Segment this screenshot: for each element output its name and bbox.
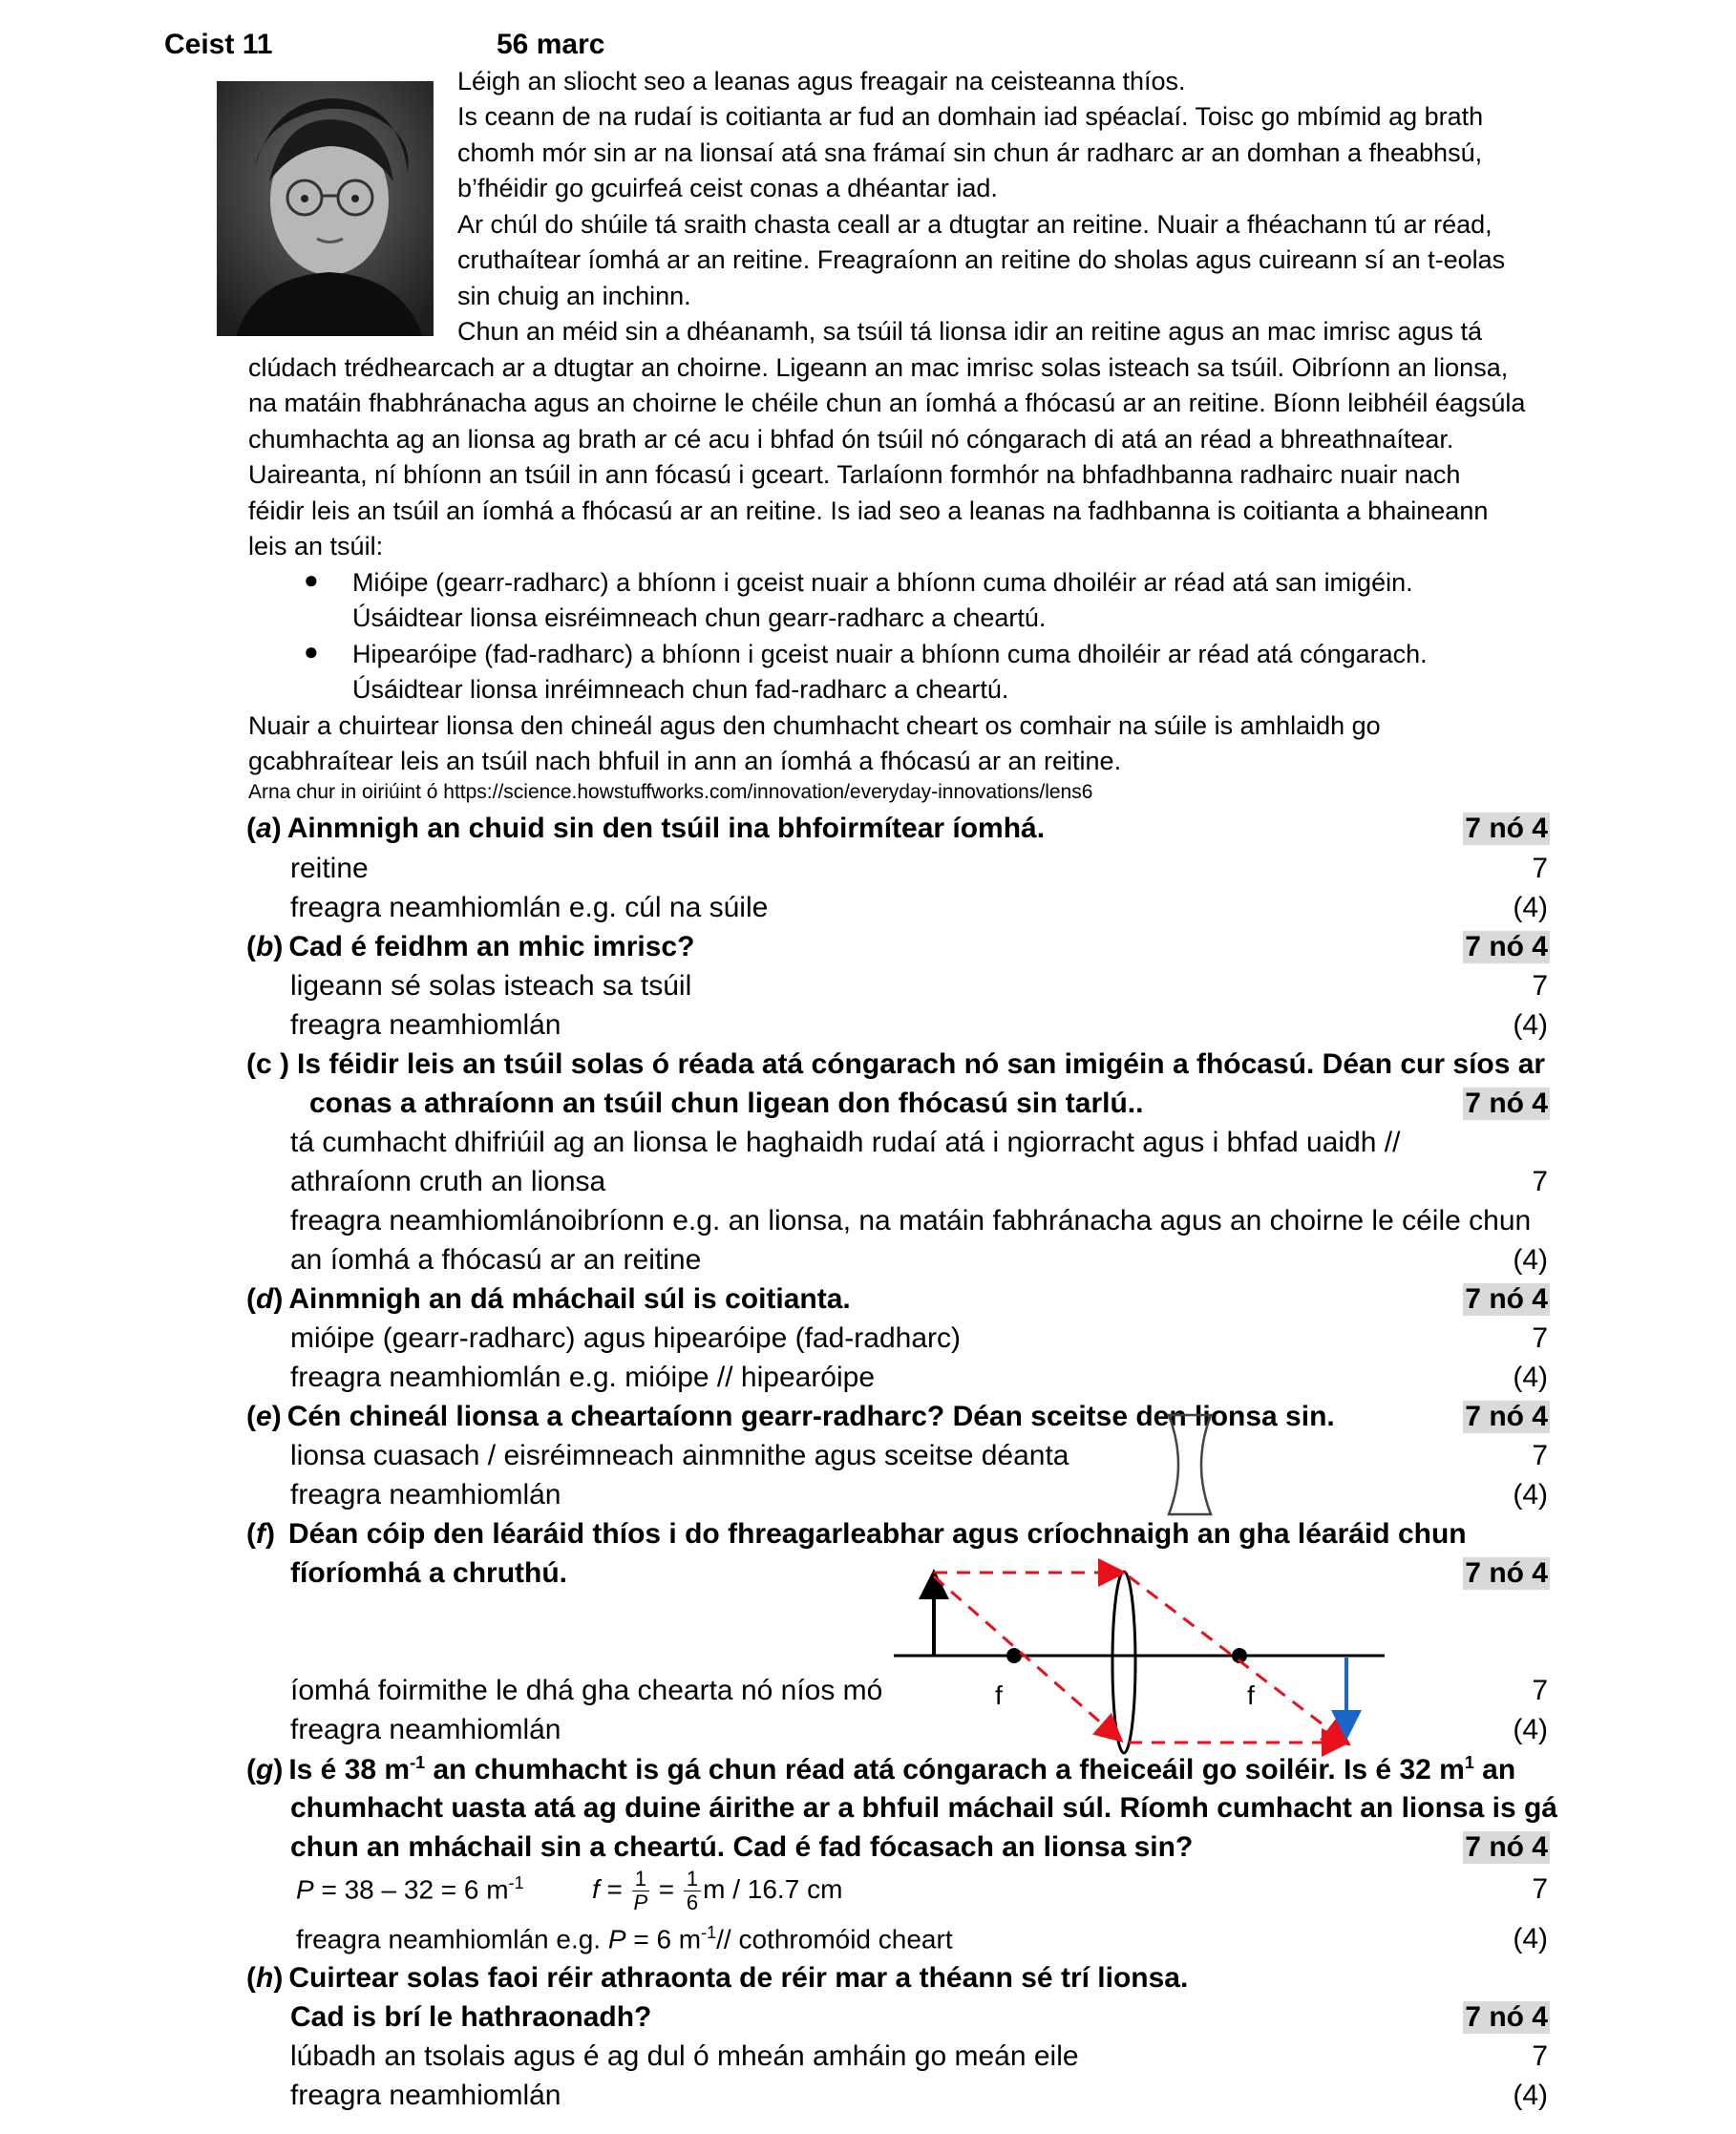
- answer: lúbadh an tsolais agus é ag dul ó mheán amháin go meán eile: [290, 2040, 1079, 2072]
- question-g-line3: chun an mháchail sin a cheartú. Cad é fad fócasach an lionsa sin?: [290, 1831, 1194, 1863]
- bullet-icon: ●: [304, 637, 319, 666]
- partial-answer: freagra neamhiomlán e.g. P = 6 $m^{-1}//$ cothromóid cheart: [296, 1923, 953, 1954]
- passage-line: chomh mór sin ar na lionsaí atá sna frámaí sin chun ár radharc ar an domhan a fheabhsú,: [457, 138, 1483, 167]
- question-a: (a) Ainmnigh an chuid sin den tsúil ina bhfoirmítear íomhá.: [246, 813, 1046, 844]
- question-e-marks: 7 nó 4: [1465, 1401, 1548, 1432]
- source-citation: Arna chur in oiriúint ó https://science.howstuffworks.com/innovation/everyday-innovations/lens6: [248, 781, 1093, 803]
- concave-lens-sketch: [1163, 1411, 1217, 1518]
- question-b: (b) Cad é feidhm an mhic imrisc?: [246, 931, 695, 962]
- answer-mark: 7: [1532, 853, 1548, 884]
- answer: freagra neamhiomlán: [290, 1714, 561, 1745]
- question-h-line2: Cad is brí le hathraonadh?: [290, 2001, 652, 2033]
- answer: reitine: [290, 853, 369, 884]
- total-marks: 56 marc: [497, 29, 605, 60]
- question-c-marks: 7 nó 4: [1465, 1088, 1548, 1119]
- bullet-text: Mióipe (gearr-radharc) a bhíonn i gceist nuair a bhíonn cuma dhoiléir ar réad atá san imigéin.: [352, 568, 1413, 597]
- question-h: (h) Cuirtear solas faoi réir athraonta de réir mar a théann sé trí lionsa.: [246, 1962, 1189, 1994]
- answer-mark: (4): [1513, 2080, 1548, 2111]
- answer: an íomhá a fhócasú ar an reitine: [290, 1244, 702, 1276]
- answer: ligeann sé solas isteach sa tsúil: [290, 970, 692, 1002]
- answer-mark: 7: [1532, 2040, 1548, 2072]
- answer-mark: (4): [1513, 1362, 1548, 1393]
- passage-line: b’fhéidir go gcuirfeá ceist conas a dhéantar iad.: [457, 174, 998, 202]
- answer-mark: (4): [1513, 1244, 1548, 1276]
- answer: freagra neamhiomlán e.g. cúl na súile: [290, 892, 769, 923]
- question-c-line2: conas a athraíonn an tsúil chun ligean don fhócasú sin tarlú..: [309, 1088, 1144, 1119]
- passage-line: clúdach trédhearcach ar a dtugtar an choirne. Ligeann an mac imrisc solas isteach sa tsúil. Oibríonn an lionsa,: [248, 353, 1509, 382]
- portrait-photo: [217, 81, 434, 336]
- passage-line: Léigh an sliocht seo a leanas agus freagair na ceisteanna thíos.: [457, 67, 1186, 95]
- question-g-line2: chumhacht uasta atá ag duine áirithe ar a bhfuil máchail súl. Ríomh cumhacht an lionsa is gá: [290, 1792, 1557, 1824]
- bullet-text: Úsáidtear lionsa inréimneach chun fad-radharc a cheartú.: [352, 675, 1009, 704]
- convex-lens: [1112, 1572, 1135, 1753]
- question-g: (g) Is é 38 $m^{-1}$ an chumhacht is gá chun réad atá cóngarach a fheiceáil go soiléir. Is é 32 $m^1$ an: [246, 1753, 1516, 1785]
- bullet-text: Úsáidtear lionsa eisréimneach chun gearr-radharc a cheartú.: [352, 603, 1047, 632]
- answer: freagra neamhiomlán: [290, 1009, 561, 1041]
- passage-line: Chun an méid sin a dhéanamh, sa tsúil tá lionsa idir an reitine agus an mac imrisc agus tá: [457, 317, 1483, 346]
- answer-mark: 7: [1532, 1322, 1548, 1354]
- question-e: (e) Cén chineál lionsa a cheartaíonn gearr-radharc? Déan sceitse den lionsa sin.: [246, 1401, 1335, 1432]
- answer-mark: (4): [1513, 1714, 1548, 1745]
- passage-line: féidir leis an tsúil an íomhá a fhócasú ar an reitine. Is iad seo a leanas na fadhbanna is coitianta a bhaineann: [248, 497, 1489, 525]
- passage-line: sin chuig an inchinn.: [457, 282, 691, 310]
- bullet-icon: ●: [304, 565, 319, 594]
- ray-diagram: [888, 1552, 1404, 1766]
- answer-mark: 7: [1532, 1675, 1548, 1706]
- answer-mark: (4): [1513, 1009, 1548, 1041]
- question-d: (d) Ainmnigh an dá mháchail súl is coitianta.: [246, 1283, 851, 1315]
- question-c: (c ) Is féidir leis an tsúil solas ó réada atá cóngarach nó san imigéin a fhócasú. Déan cur síos ar: [246, 1048, 1546, 1080]
- passage-line: na matáin fhabhránacha agus an choirne le chéile chun an íomhá a fhócasú ar an reitine. Bíonn leibhéil éagsúla: [248, 389, 1526, 417]
- passage-closing: Nuair a chuirtear lionsa den chineál agus den chumhacht cheart os comhair na súile is amhlaidh go: [248, 711, 1381, 740]
- passage-line: Uaireanta, ní bhíonn an tsúil in ann fócasú i gceart. Tarlaíonn formhór na bhfadhbanna radhairc nuair nach: [248, 460, 1461, 489]
- power-calculation: P = 38 – 32 = 6 $m^{-1}$: [296, 1873, 524, 1905]
- question-f: (f) Déan cóip den léaráid thíos i do fhreagarleabhar agus críochnaigh an gha léaráid chun: [246, 1518, 1467, 1550]
- question-d-marks: 7 nó 4: [1465, 1283, 1548, 1315]
- passage-line: Ar chúl do shúile tá sraith chasta ceall ar a dtugtar an reitine. Nuair a fhéachann tú ar réad,: [457, 210, 1493, 239]
- fraction: $\frac{1}{6}$: [684, 1868, 701, 1914]
- passage-line: leis an tsúil:: [248, 532, 384, 560]
- focal-label-left: f: [995, 1680, 1003, 1710]
- answer-mark: 7: [1532, 970, 1548, 1002]
- answer-mark: (4): [1513, 1479, 1548, 1511]
- answer: íomhá foirmithe le dhá gha chearta nó níos mó: [290, 1675, 883, 1706]
- answer: athraíonn cruth an lionsa: [290, 1166, 606, 1197]
- question-b-marks: 7 nó 4: [1465, 931, 1548, 962]
- ray-focal-in: [934, 1576, 1119, 1739]
- answer: lionsa cuasach / eisréimneach ainmnithe agus sceitse déanta: [290, 1440, 1069, 1471]
- answer: freagra neamhiomlán e.g. mióipe // hipearóipe: [290, 1362, 876, 1393]
- answer: freagra neamhiomlánoibríonn e.g. an lionsa, na matáin fabhránacha agus an choirne le céile chun: [290, 1205, 1532, 1236]
- answer: freagra neamhiomlán: [290, 2080, 561, 2111]
- answer-mark: 7: [1532, 1873, 1548, 1905]
- answer: freagra neamhiomlán: [290, 1479, 561, 1511]
- fraction: $\frac{1}{P}$: [633, 1867, 648, 1914]
- answer-mark: (4): [1513, 1923, 1548, 1954]
- passage-line: Is ceann de na rudaí is coitianta ar fud an domhain iad spéaclaí. Toisc go mbímid ag brath: [457, 102, 1484, 131]
- question-number: Ceist 11: [164, 29, 273, 60]
- question-h-marks: 7 nó 4: [1465, 2001, 1548, 2033]
- focal-length-calculation: f = $\frac{1}{P}$ = $\frac{1}{6}$ m / 16.7 cm: [592, 1867, 843, 1914]
- focal-label-right: f: [1247, 1680, 1255, 1710]
- answer: tá cumhacht dhifriúil ag an lionsa le haghaidh rudaí atá i ngiorracht agus i bhfad uaidh //: [290, 1127, 1401, 1158]
- answer-mark: (4): [1513, 892, 1548, 923]
- passage-line: cruthaítear íomhá ar an reitine. Freagraíonn an reitine do sholas agus cuireann sí an t-eolas: [457, 245, 1506, 274]
- focal-point-left: [1006, 1648, 1022, 1663]
- bullet-text: Hipearóipe (fad-radharc) a bhíonn i gceist nuair a bhíonn cuma dhoiléir ar réad atá cóngarach.: [352, 640, 1428, 668]
- passage-line: chumhachta ag an lionsa ag brath ar cé acu i bhfad ón tsúil nó cóngarach di atá an réad a bhreathnaítear.: [248, 425, 1454, 454]
- question-f-line2: fíoríomhá a chruthú.: [290, 1557, 568, 1589]
- question-g-marks: 7 nó 4: [1465, 1831, 1548, 1863]
- answer: mióipe (gearr-radharc) agus hipearóipe (fad-radharc): [290, 1322, 961, 1354]
- question-f-marks: 7 nó 4: [1465, 1557, 1548, 1589]
- passage-closing: gcabhraítear leis an tsúil nach bhfuil in ann an íomhá a fhócasú ar an reitine.: [248, 747, 1122, 775]
- answer-mark: 7: [1532, 1440, 1548, 1471]
- answer-mark: 7: [1532, 1166, 1548, 1197]
- question-a-marks: 7 nó 4: [1465, 813, 1548, 844]
